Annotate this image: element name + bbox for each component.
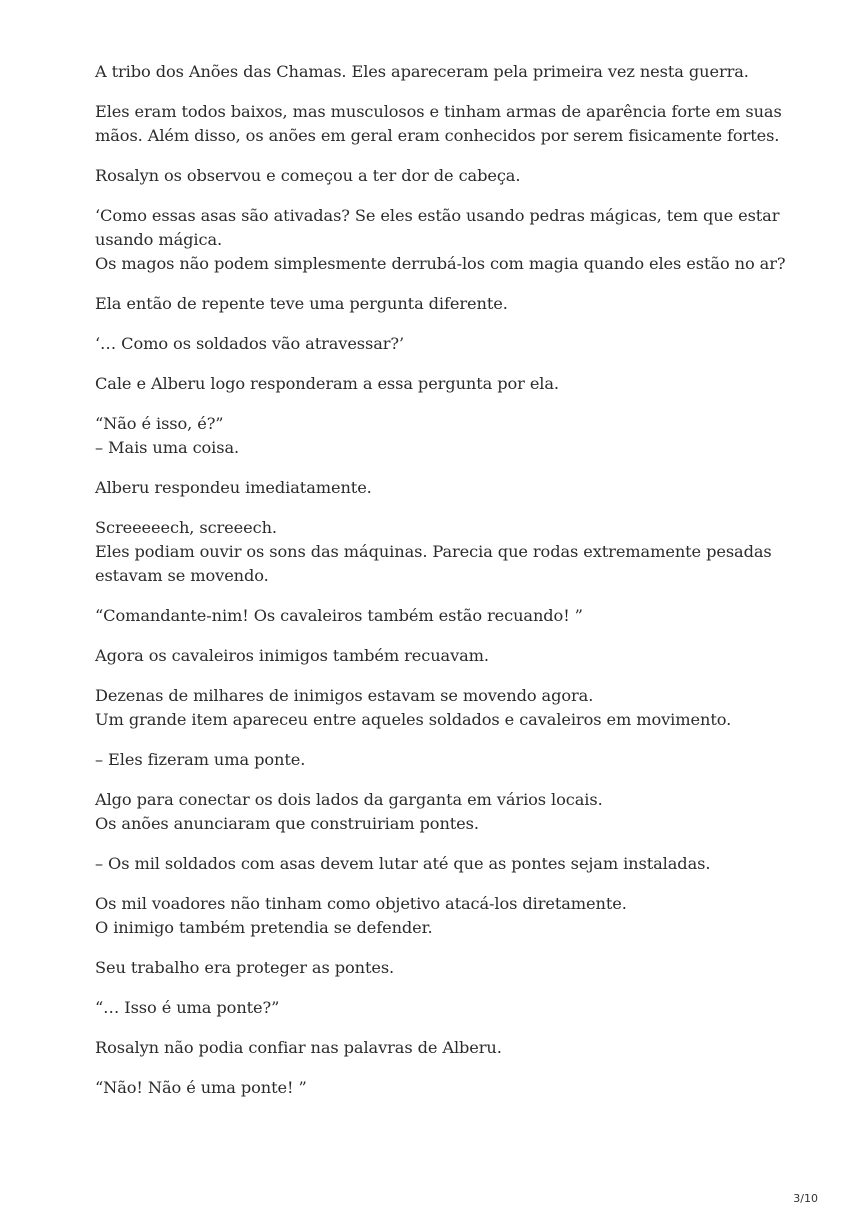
paragraph-8	[95, 412, 795, 460]
paragraph-7	[95, 372, 795, 396]
paragraph-21	[95, 1076, 795, 1100]
text-line: Eles podiam ouvir os sons das máquinas. Parecia que rodas extremamente pesadas	[95, 542, 772, 561]
document-body	[95, 60, 795, 1116]
text-line: – Mais uma coisa.	[95, 438, 240, 457]
text-line: “Não! Não é uma ponte! ”	[95, 1078, 307, 1097]
text-line: estavam se movendo.	[95, 566, 269, 585]
text-line: “Não é isso, é?”	[95, 414, 224, 433]
paragraph-18	[95, 956, 795, 980]
text-line: Ela então de repente teve uma pergunta diferente.	[95, 294, 508, 313]
paragraph-2	[95, 100, 795, 148]
text-line: Seu trabalho era proteger as pontes.	[95, 958, 395, 977]
text-line: “Comandante-nim! Os cavaleiros também estão recuando! ”	[95, 606, 583, 625]
paragraph-15	[95, 788, 795, 836]
text-line: Rosalyn os observou e começou a ter dor de cabeça.	[95, 166, 521, 185]
text-line: ‘Como essas asas são ativadas? Se eles estão usando pedras mágicas, tem que estar	[95, 206, 780, 225]
text-line: Screeeeech, screeech.	[95, 518, 277, 537]
text-line: mãos. Além disso, os anões em geral eram conhecidos por serem fisicamente fortes.	[95, 126, 780, 145]
text-line: Os magos não podem simplesmente derrubá-los com magia quando eles estão no ar?	[95, 254, 786, 273]
paragraph-4	[95, 204, 795, 276]
paragraph-17	[95, 892, 795, 940]
paragraph-14	[95, 748, 795, 772]
text-line: Rosalyn não podia confiar nas palavras de Alberu.	[95, 1038, 502, 1057]
text-line: O inimigo também pretendia se defender.	[95, 918, 433, 937]
paragraph-13	[95, 684, 795, 732]
paragraph-3	[95, 164, 795, 188]
text-line: A tribo dos Anões das Chamas. Eles apareceram pela primeira vez nesta guerra.	[95, 62, 749, 81]
text-line: Os anões anunciaram que construiriam pontes.	[95, 814, 479, 833]
text-line: – Os mil soldados com asas devem lutar até que as pontes sejam instaladas.	[95, 854, 711, 873]
text-line: Cale e Alberu logo responderam a essa pergunta por ela.	[95, 374, 559, 393]
text-line: Os mil voadores não tinham como objetivo atacá-los diretamente.	[95, 894, 627, 913]
page-number: 3/10	[793, 1192, 818, 1205]
paragraph-16	[95, 852, 795, 876]
paragraph-5	[95, 292, 795, 316]
paragraph-1	[95, 60, 795, 84]
text-line: ‘… Como os soldados vão atravessar?’	[95, 334, 405, 353]
text-line: Algo para conectar os dois lados da garganta em vários locais.	[95, 790, 603, 809]
text-line: Um grande item apareceu entre aqueles soldados e cavaleiros em movimento.	[95, 710, 732, 729]
text-line: Alberu respondeu imediatamente.	[95, 478, 372, 497]
paragraph-20	[95, 1036, 795, 1060]
text-line: Eles eram todos baixos, mas musculosos e tinham armas de aparência forte em suas	[95, 102, 782, 121]
paragraph-19	[95, 996, 795, 1020]
paragraph-12	[95, 644, 795, 668]
text-line: Dezenas de milhares de inimigos estavam se movendo agora.	[95, 686, 594, 705]
text-line: – Eles fizeram uma ponte.	[95, 750, 306, 769]
paragraph-11	[95, 604, 795, 628]
text-line: Agora os cavaleiros inimigos também recuavam.	[95, 646, 489, 665]
paragraph-9	[95, 476, 795, 500]
text-line: usando mágica.	[95, 230, 223, 249]
paragraph-10	[95, 516, 795, 588]
text-line: “… Isso é uma ponte?”	[95, 998, 280, 1017]
paragraph-6	[95, 332, 795, 356]
